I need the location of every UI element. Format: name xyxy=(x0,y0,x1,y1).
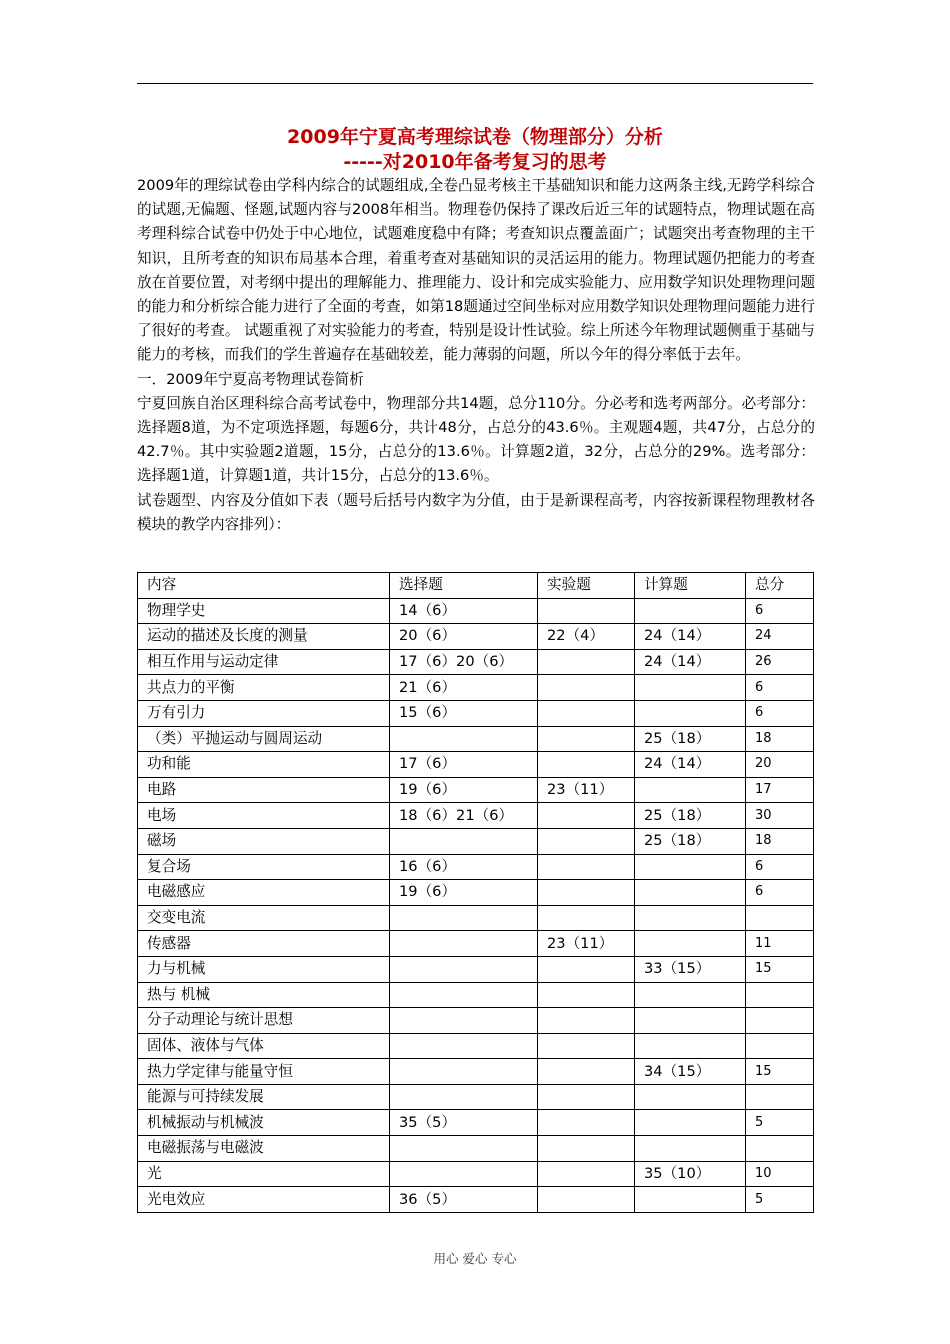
score-cell xyxy=(390,1136,538,1162)
score-cell: 18（6）21（6） xyxy=(390,803,538,829)
score-cell xyxy=(390,1008,538,1034)
table-row xyxy=(138,982,814,1008)
score-cell xyxy=(538,1008,635,1034)
total-cell: 6 xyxy=(746,700,814,726)
table-row xyxy=(138,1110,814,1136)
total-cell: 15 xyxy=(746,956,814,982)
score-cell xyxy=(390,726,538,752)
score-cell: 17（6） xyxy=(390,752,538,778)
score-cell: 36（5） xyxy=(390,1187,538,1213)
total-cell: 6 xyxy=(746,880,814,906)
document-title: 2009年宁夏高考理综试卷（物理部分）分析 xyxy=(287,126,663,148)
header-cell: 总分 xyxy=(746,573,814,599)
score-cell xyxy=(635,700,746,726)
score-cell xyxy=(538,649,635,675)
score-cell xyxy=(635,1136,746,1162)
table-row xyxy=(138,598,814,624)
content-cell: 功和能 xyxy=(138,752,390,778)
total-cell: 11 xyxy=(746,931,814,957)
content-cell: 分子动理论与统计思想 xyxy=(138,1008,390,1034)
table-row xyxy=(138,905,814,931)
score-cell: 19（6） xyxy=(390,777,538,803)
header-cell: 内容 xyxy=(138,573,390,599)
content-cell: 电场 xyxy=(138,803,390,829)
score-cell: 21（6） xyxy=(390,675,538,701)
score-cell xyxy=(635,982,746,1008)
total-cell: 18 xyxy=(746,726,814,752)
total-cell xyxy=(746,1136,814,1162)
content-cell: 光 xyxy=(138,1161,390,1187)
content-cell: 磁场 xyxy=(138,828,390,854)
score-cell xyxy=(390,1161,538,1187)
content-cell: 电磁振荡与电磁波 xyxy=(138,1136,390,1162)
score-cell xyxy=(635,880,746,906)
score-cell xyxy=(538,700,635,726)
table-header-row xyxy=(138,573,814,599)
score-cell xyxy=(538,803,635,829)
section-heading: 一．2009年宁夏高考物理试卷简析 xyxy=(137,370,364,388)
content-cell: 光电效应 xyxy=(138,1187,390,1213)
score-cell xyxy=(390,931,538,957)
content-cell: 交变电流 xyxy=(138,905,390,931)
score-cell xyxy=(390,1084,538,1110)
score-cell xyxy=(635,1187,746,1213)
total-cell: 6 xyxy=(746,854,814,880)
total-cell xyxy=(746,1084,814,1110)
score-cell xyxy=(635,1033,746,1059)
content-cell: （类）平抛运动与圆周运动 xyxy=(138,726,390,752)
score-cell xyxy=(538,1084,635,1110)
score-cell xyxy=(538,905,635,931)
score-cell xyxy=(635,905,746,931)
score-cell xyxy=(538,1110,635,1136)
score-cell: 23（11） xyxy=(538,931,635,957)
table-row xyxy=(138,726,814,752)
total-cell: 20 xyxy=(746,752,814,778)
content-cell: 万有引力 xyxy=(138,700,390,726)
header-cell: 选择题 xyxy=(390,573,538,599)
document-body xyxy=(137,174,815,537)
score-cell: 25（18） xyxy=(635,803,746,829)
header-cell: 计算题 xyxy=(635,573,746,599)
total-cell: 6 xyxy=(746,675,814,701)
content-cell: 相互作用与运动定律 xyxy=(138,649,390,675)
content-cell: 共点力的平衡 xyxy=(138,675,390,701)
score-cell xyxy=(538,1161,635,1187)
score-cell: 33（15） xyxy=(635,956,746,982)
table-row xyxy=(138,828,814,854)
total-cell: 30 xyxy=(746,803,814,829)
score-cell xyxy=(538,726,635,752)
table-row xyxy=(138,854,814,880)
score-cell xyxy=(635,1110,746,1136)
score-cell xyxy=(538,1187,635,1213)
score-cell xyxy=(538,1136,635,1162)
score-cell xyxy=(390,956,538,982)
score-cell xyxy=(390,905,538,931)
score-cell xyxy=(538,675,635,701)
table-row xyxy=(138,1084,814,1110)
score-cell xyxy=(390,1059,538,1085)
score-cell: 22（4） xyxy=(538,624,635,650)
table-row xyxy=(138,700,814,726)
score-cell xyxy=(635,675,746,701)
total-cell: 6 xyxy=(746,598,814,624)
table-row xyxy=(138,1008,814,1034)
header-rule xyxy=(137,83,813,84)
score-cell: 20（6） xyxy=(390,624,538,650)
score-cell: 17（6）20（6） xyxy=(390,649,538,675)
score-cell xyxy=(390,982,538,1008)
score-cell xyxy=(538,752,635,778)
total-cell: 18 xyxy=(746,828,814,854)
table-row xyxy=(138,624,814,650)
score-cell xyxy=(538,1033,635,1059)
total-cell: 26 xyxy=(746,649,814,675)
score-cell: 35（10） xyxy=(635,1161,746,1187)
score-cell xyxy=(538,598,635,624)
table-row xyxy=(138,1187,814,1213)
content-cell: 电路 xyxy=(138,777,390,803)
score-cell xyxy=(538,982,635,1008)
score-cell: 16（6） xyxy=(390,854,538,880)
score-cell: 34（15） xyxy=(635,1059,746,1085)
table-row xyxy=(138,956,814,982)
total-cell xyxy=(746,905,814,931)
score-cell xyxy=(635,598,746,624)
page-footer: 用心 爱心 专心 xyxy=(433,1251,517,1266)
intro-paragraph: 2009年的理综试卷由学科内综合的试题组成,全卷凸显考核主干基础知识和能力这两条主线,无跨学科综合的试题,无偏题、怪题,试题内容与2008年相当。物理卷仍保持了课改后近三年的试题特点，物理试题在高考理科综合试卷中仍处于中心地位，试题难度稳中有降；考查知识点覆盖面广；试题突出考查物理的主干知识，且所考查的知识布局基本合理，着重考查对基础知识的灵活运用的能力。物理试题仍把能力的考查放在首要位置，对考纲中提出的理解能力、推理能力、设计和完成实验能力、应用数学知识处理物理问题的能力和分析综合能力进行了全面的考查，如第18题通过空间坐标对应用数学知识处理物理问题能力进行了很好的考查。 试题重视了对实验能力的考查，特别是设计性试验。综上所述今年物理试题侧重于基础与能力的考核，而我们的学生普遍存在基础较差，能力薄弱的问题，所以今年的得分率低于去年。 xyxy=(137,177,815,364)
score-cell xyxy=(390,828,538,854)
content-cell: 复合场 xyxy=(138,854,390,880)
score-cell xyxy=(538,1059,635,1085)
score-cell: 25（18） xyxy=(635,828,746,854)
content-cell: 传感器 xyxy=(138,931,390,957)
score-cell xyxy=(538,956,635,982)
score-cell: 35（5） xyxy=(390,1110,538,1136)
table-row xyxy=(138,1059,814,1085)
total-cell xyxy=(746,982,814,1008)
score-cell: 23（11） xyxy=(538,777,635,803)
score-cell: 25（18） xyxy=(635,726,746,752)
score-cell: 14（6） xyxy=(390,598,538,624)
table-row xyxy=(138,1136,814,1162)
score-cell: 24（14） xyxy=(635,752,746,778)
table-row xyxy=(138,777,814,803)
table-row xyxy=(138,1161,814,1187)
total-cell: 15 xyxy=(746,1059,814,1085)
score-cell: 19（6） xyxy=(390,880,538,906)
summary-paragraph: 宁夏回族自治区理科综合高考试卷中，物理部分共14题，总分110分。分必考和选考两部分。必考部分：选择题8道，为不定项选择题，每题6分，共计48分，占总分的43.6％。主观题4题，共47分，占总分的42.7％。其中实验题2道题，15分，占总分的13.6％。计算题2道，32分，占总分的29%。选考部分：选择题1道，计算题1道，共计15分，占总分的13.6％。 xyxy=(137,394,815,485)
score-cell: 24（14） xyxy=(635,624,746,650)
content-cell: 能源与可持续发展 xyxy=(138,1084,390,1110)
content-cell: 力与机械 xyxy=(138,956,390,982)
table-intro-paragraph: 试卷题型、内容及分值如下表（题号后括号内数字为分值，由于是新课程高考，内容按新课程物理教材各模块的教学内容排列）： xyxy=(137,491,815,533)
score-cell xyxy=(538,880,635,906)
content-cell: 电磁感应 xyxy=(138,880,390,906)
header-cell: 实验题 xyxy=(538,573,635,599)
content-cell: 热力学定律与能量守恒 xyxy=(138,1059,390,1085)
table-row xyxy=(138,752,814,778)
table-row xyxy=(138,880,814,906)
total-cell: 24 xyxy=(746,624,814,650)
score-cell xyxy=(635,854,746,880)
content-cell: 运动的描述及长度的测量 xyxy=(138,624,390,650)
total-cell: 5 xyxy=(746,1187,814,1213)
content-cell: 机械振动与机械波 xyxy=(138,1110,390,1136)
total-cell: 17 xyxy=(746,777,814,803)
score-table xyxy=(137,572,814,1213)
score-cell xyxy=(390,1033,538,1059)
table-row xyxy=(138,931,814,957)
score-cell xyxy=(635,1084,746,1110)
score-cell xyxy=(635,1008,746,1034)
score-cell xyxy=(538,854,635,880)
score-cell xyxy=(538,828,635,854)
table-row xyxy=(138,675,814,701)
table-row xyxy=(138,803,814,829)
content-cell: 固体、液体与气体 xyxy=(138,1033,390,1059)
total-cell: 5 xyxy=(746,1110,814,1136)
content-cell: 热与 机械 xyxy=(138,982,390,1008)
table-row xyxy=(138,1033,814,1059)
total-cell xyxy=(746,1033,814,1059)
score-cell: 24（14） xyxy=(635,649,746,675)
table-row xyxy=(138,649,814,675)
score-cell xyxy=(635,931,746,957)
document-subtitle: -----对2010年备考复习的思考 xyxy=(343,151,607,173)
total-cell xyxy=(746,1008,814,1034)
score-cell: 15（6） xyxy=(390,700,538,726)
total-cell: 10 xyxy=(746,1161,814,1187)
score-cell xyxy=(635,777,746,803)
content-cell: 物理学史 xyxy=(138,598,390,624)
